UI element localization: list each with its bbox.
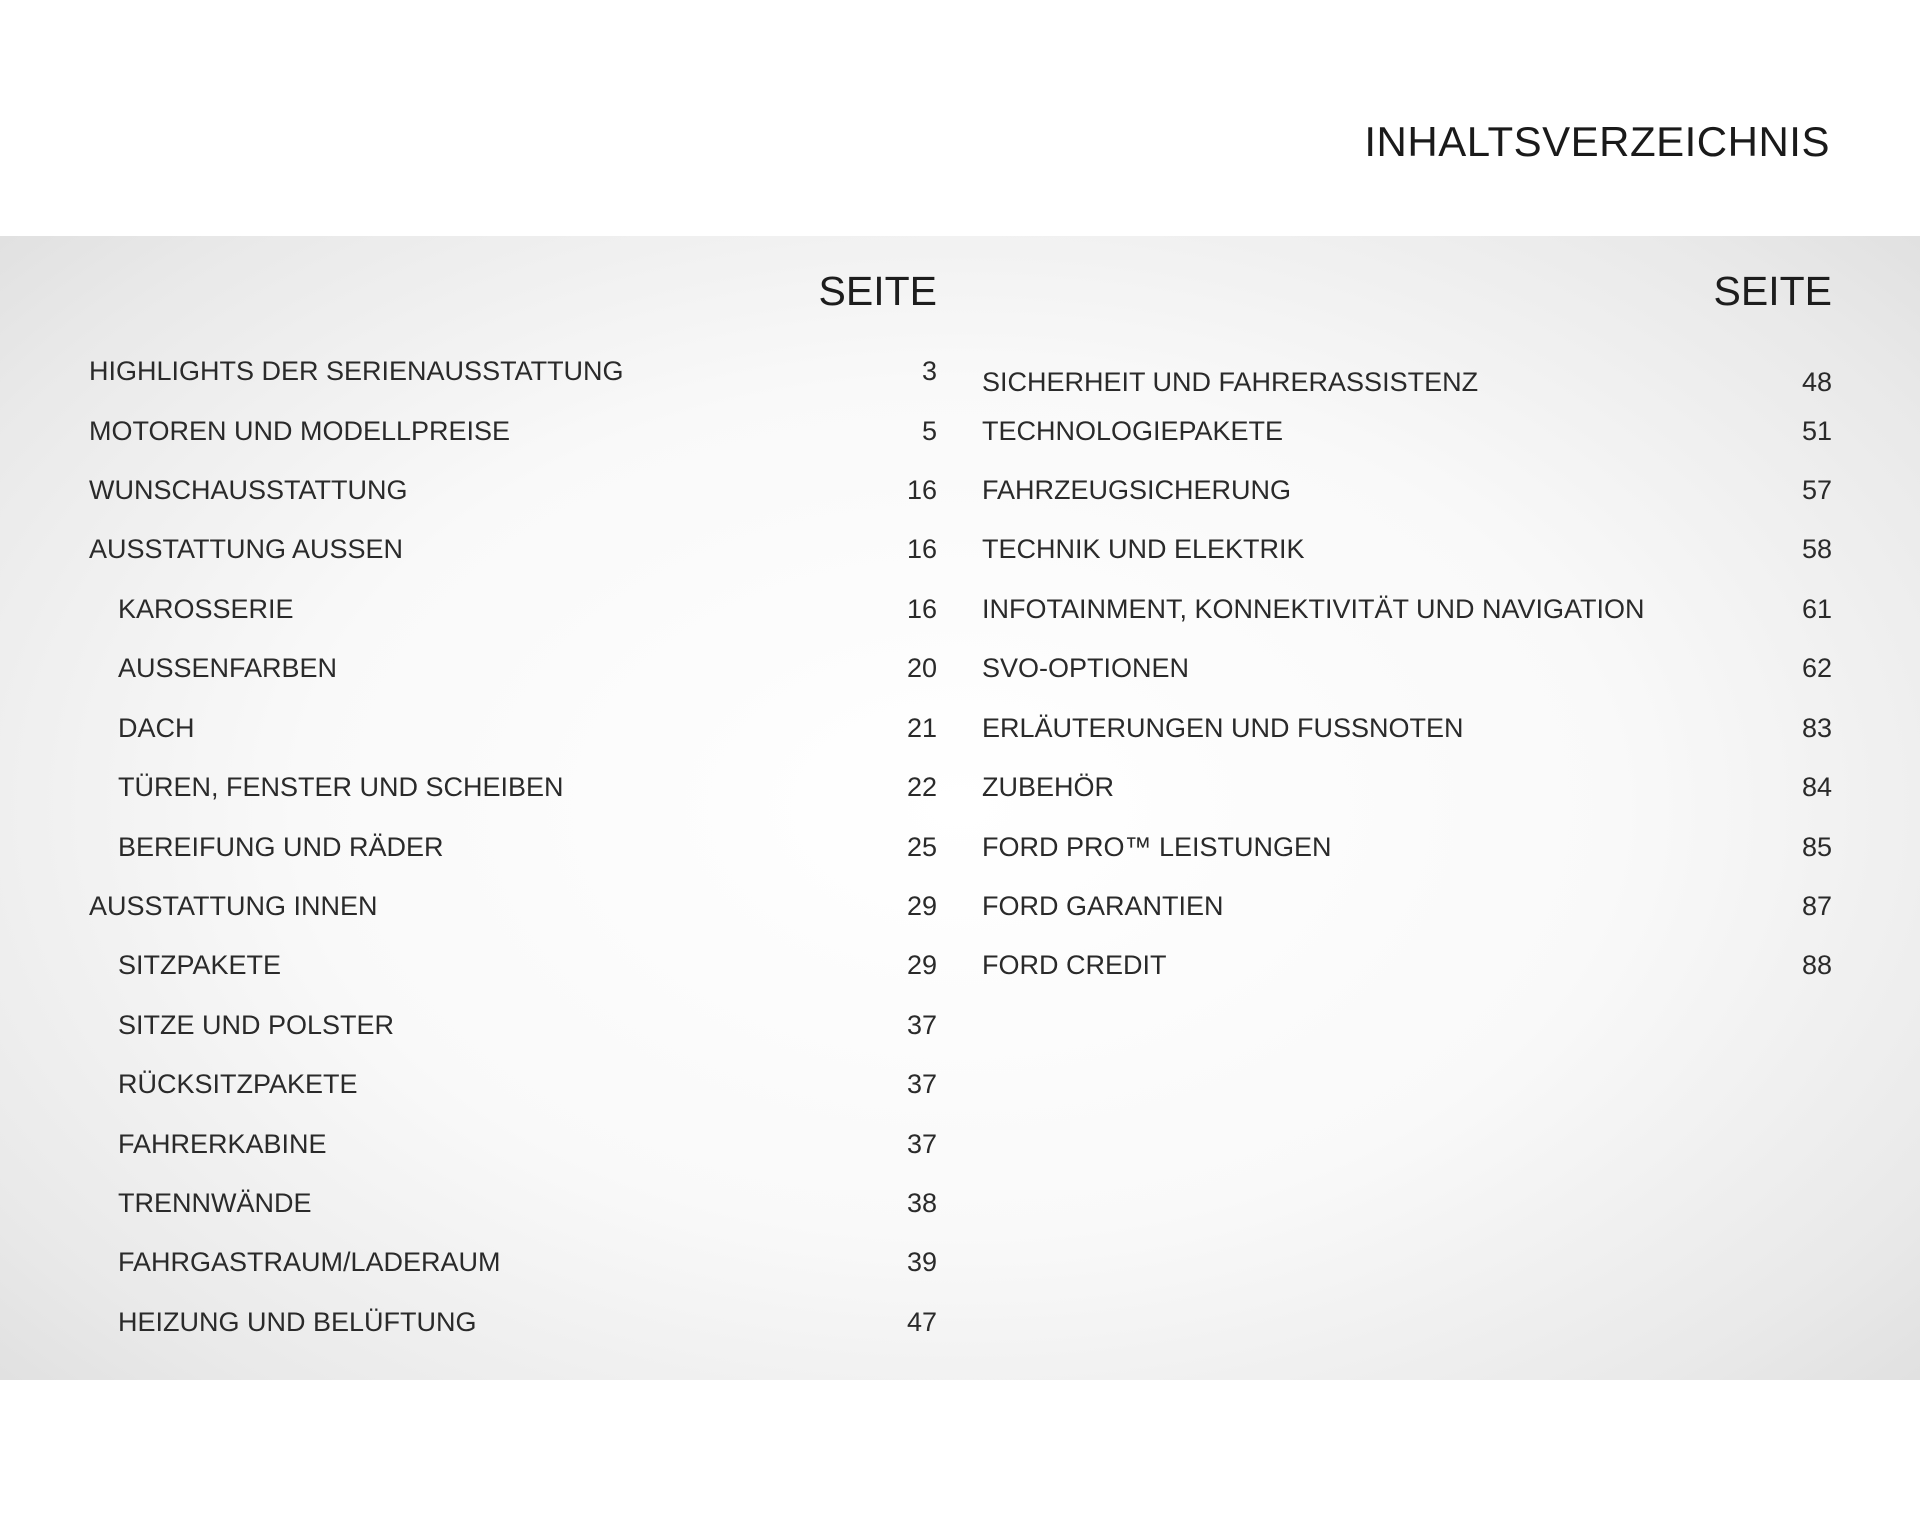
- toc-entry-page: 61: [1801, 593, 1832, 624]
- toc-entry[interactable]: [982, 945, 1832, 985]
- toc-panel: [0, 236, 1920, 1380]
- toc-entry-page: 85: [1801, 831, 1832, 862]
- toc-entry-page: 37: [906, 1068, 937, 1099]
- toc-entry-label: HEIZUNG UND BELÜFTUNG: [118, 1306, 477, 1337]
- toc-entry[interactable]: [982, 470, 1832, 510]
- toc-entry-page: 57: [1801, 474, 1832, 505]
- toc-entry-page: 16: [906, 533, 937, 564]
- toc-entry[interactable]: [89, 411, 937, 451]
- toc-entry-label: FAHRGASTRAUM/LADERAUM: [118, 1246, 501, 1277]
- toc-entry-page: 22: [906, 771, 937, 802]
- toc-entry-page: 20: [906, 652, 937, 683]
- page-column-header: SEITE: [1713, 268, 1832, 314]
- toc-entry-page: 16: [906, 474, 937, 505]
- toc-entry-label: TRENNWÄNDE: [118, 1187, 312, 1218]
- toc-entry-page: 37: [906, 1128, 937, 1159]
- toc-subentry[interactable]: [89, 767, 937, 807]
- toc-subentry[interactable]: [89, 1242, 937, 1282]
- toc-entry-label: SVO-OPTIONEN: [982, 652, 1190, 683]
- toc-column-right: [982, 236, 1832, 1380]
- toc-entry-page: 21: [906, 712, 937, 743]
- toc-entry[interactable]: [982, 648, 1832, 688]
- toc-entry-page: 16: [906, 593, 937, 624]
- toc-entry[interactable]: [89, 529, 937, 569]
- toc-entry-label: SICHERHEIT UND FAHRERASSISTENZ: [982, 366, 1479, 397]
- toc-entry-page: 84: [1801, 771, 1832, 802]
- toc-entry-label: FAHRERKABINE: [118, 1128, 327, 1159]
- toc-entry-label: FORD PRO™ LEISTUNGEN: [982, 831, 1332, 862]
- toc-entry-page: 38: [906, 1187, 937, 1218]
- toc-entry-label: DACH: [118, 712, 195, 743]
- toc-entry[interactable]: [982, 827, 1832, 867]
- toc-entry[interactable]: [89, 886, 937, 926]
- toc-entry[interactable]: [982, 708, 1832, 748]
- toc-entry-label: TÜREN, FENSTER UND SCHEIBEN: [118, 771, 564, 802]
- toc-entry-label: HIGHLIGHTS DER SERIENAUSSTATTUNG: [89, 355, 624, 386]
- toc-subentry[interactable]: [89, 945, 937, 985]
- toc-entry[interactable]: [982, 362, 1832, 402]
- toc-entry-label: AUSSENFARBEN: [118, 652, 338, 683]
- toc-entry-label: BEREIFUNG UND RÄDER: [118, 831, 444, 862]
- toc-subentry[interactable]: [89, 1302, 937, 1342]
- toc-entry-label: KAROSSERIE: [118, 593, 294, 624]
- toc-entry-page: 3: [921, 355, 937, 386]
- toc-entry[interactable]: [89, 351, 937, 391]
- toc-entry-label: ZUBEHÖR: [982, 771, 1115, 802]
- toc-subentry[interactable]: [89, 1005, 937, 1045]
- toc-entry-label: TECHNIK UND ELEKTRIK: [982, 533, 1305, 564]
- toc-subentry[interactable]: [89, 1064, 937, 1104]
- toc-entry-label: ERLÄUTERUNGEN UND FUSSNOTEN: [982, 712, 1464, 743]
- toc-entry-label: MOTOREN UND MODELLPREISE: [89, 415, 511, 446]
- toc-entry-label: INFOTAINMENT, KONNEKTIVITÄT UND NAVIGATION: [982, 593, 1645, 624]
- toc-entry-label: FAHRZEUGSICHERUNG: [982, 474, 1292, 505]
- toc-entry-page: 29: [906, 949, 937, 980]
- toc-entry-page: 25: [906, 831, 937, 862]
- toc-entry-page: 62: [1801, 652, 1832, 683]
- toc-subentry[interactable]: [89, 1183, 937, 1223]
- toc-entry-label: SITZE UND POLSTER: [118, 1009, 395, 1040]
- page-column-header: SEITE: [818, 268, 937, 314]
- toc-entry-label: RÜCKSITZPAKETE: [118, 1068, 358, 1099]
- toc-entry-label: FORD CREDIT: [982, 949, 1167, 980]
- toc-entry-page: 39: [906, 1246, 937, 1277]
- toc-entry-label: SITZPAKETE: [118, 949, 282, 980]
- toc-entry-page: 5: [921, 415, 937, 446]
- toc-subentry[interactable]: [89, 648, 937, 688]
- toc-entry-page: 58: [1801, 533, 1832, 564]
- toc-entry[interactable]: [982, 529, 1832, 569]
- toc-entry-page: 48: [1801, 366, 1832, 397]
- toc-entry-label: AUSSTATTUNG INNEN: [89, 890, 378, 921]
- toc-subentry[interactable]: [89, 827, 937, 867]
- toc-entry-label: AUSSTATTUNG AUSSEN: [89, 533, 404, 564]
- toc-entry-page: 47: [906, 1306, 937, 1337]
- toc-entry-label: TECHNOLOGIEPAKETE: [982, 415, 1284, 446]
- page-title: INHALTSVERZEICHNIS: [1364, 118, 1830, 165]
- toc-entry-page: 51: [1801, 415, 1832, 446]
- toc-subentry[interactable]: [89, 708, 937, 748]
- toc-entry-page: 29: [906, 890, 937, 921]
- toc-entry-page: 83: [1801, 712, 1832, 743]
- toc-entry-page: 87: [1801, 890, 1832, 921]
- toc-subentry[interactable]: [89, 1124, 937, 1164]
- toc-entry[interactable]: [982, 411, 1832, 451]
- toc-entry-label: FORD GARANTIEN: [982, 890, 1224, 921]
- toc-entry[interactable]: [982, 886, 1832, 926]
- toc-entry[interactable]: [89, 470, 937, 510]
- toc-column-left: [89, 236, 937, 1380]
- toc-entry[interactable]: [982, 589, 1832, 629]
- toc-entry-page: 37: [906, 1009, 937, 1040]
- toc-entry[interactable]: [982, 767, 1832, 807]
- toc-subentry[interactable]: [89, 589, 937, 629]
- toc-entry-label: WUNSCHAUSSTATTUNG: [89, 474, 408, 505]
- toc-entry-page: 88: [1801, 949, 1832, 980]
